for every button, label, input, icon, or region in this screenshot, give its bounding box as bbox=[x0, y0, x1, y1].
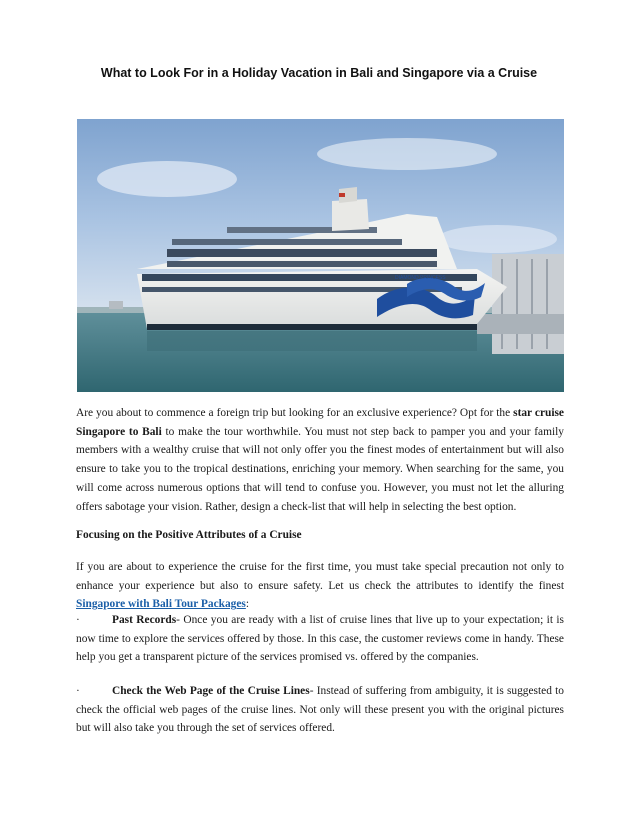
attributes-text-start: If you are about to experience the cruise for the first time, you must take special precaution not only to enhance your experience but also to ensure safety. Let us check the attributes to identify the finest bbox=[76, 561, 564, 592]
bullet-web-page bbox=[76, 682, 564, 738]
cruise-ship-photo bbox=[77, 119, 564, 392]
bullet-marker: · bbox=[76, 614, 80, 626]
intro-text-start: Are you about to commence a foreign trip but looking for an exclusive experience? Opt for the bbox=[76, 407, 514, 419]
tour-packages-link[interactable]: Singapore with Bali Tour Packages bbox=[76, 598, 246, 611]
bullet-past-records bbox=[76, 611, 564, 667]
document-title: What to Look For in a Holiday Vacation in Bali and Singapore via a Cruise bbox=[100, 66, 538, 80]
bullet-past-records-title: Past Records bbox=[112, 614, 177, 626]
bullet-web-page-title: Check the Web Page of the Cruise Lines bbox=[112, 685, 310, 697]
ship-name-text: DIAMOND PRINCESS bbox=[395, 275, 446, 281]
bullet-past-records-text: - Once you are ready with a list of cruise lines that live up to your expectation; it is now time to explore the services offered by those. In this case, the customer reviews come in handy. These help you get a transparent picture of the services promised vs. offered by the companies. bbox=[76, 614, 564, 664]
bullet-web-page-text: - Instead of suffering from ambiguity, it is suggested to check the official web pages of the cruise lines. Not only will these present you with the original pictures but will also take you through the set of services offered. bbox=[76, 685, 564, 735]
intro-bold-phrase: star cruise Singapore to Bali bbox=[76, 407, 564, 438]
attributes-text-end: : bbox=[245, 598, 250, 611]
section-heading: Focusing on the Positive Attributes of a Cruise bbox=[76, 529, 302, 541]
intro-text-end: to make the tour worthwhile. You must not step back to pamper you and your family members with a wealthy cruise that will not only offer you the finest modes of entertainment but will also ensure to take you to the tropical destinations, enriching your memory. When searching for the same, you will come across numerous options that will tend to confuse you. However, you must not let the alluring offers sabotage your vision. Rather, design a check-list that will help in selecting the best option. bbox=[76, 425, 564, 513]
bullet-marker: · bbox=[76, 685, 80, 697]
intro-paragraph bbox=[76, 404, 564, 516]
attributes-paragraph bbox=[76, 558, 564, 614]
